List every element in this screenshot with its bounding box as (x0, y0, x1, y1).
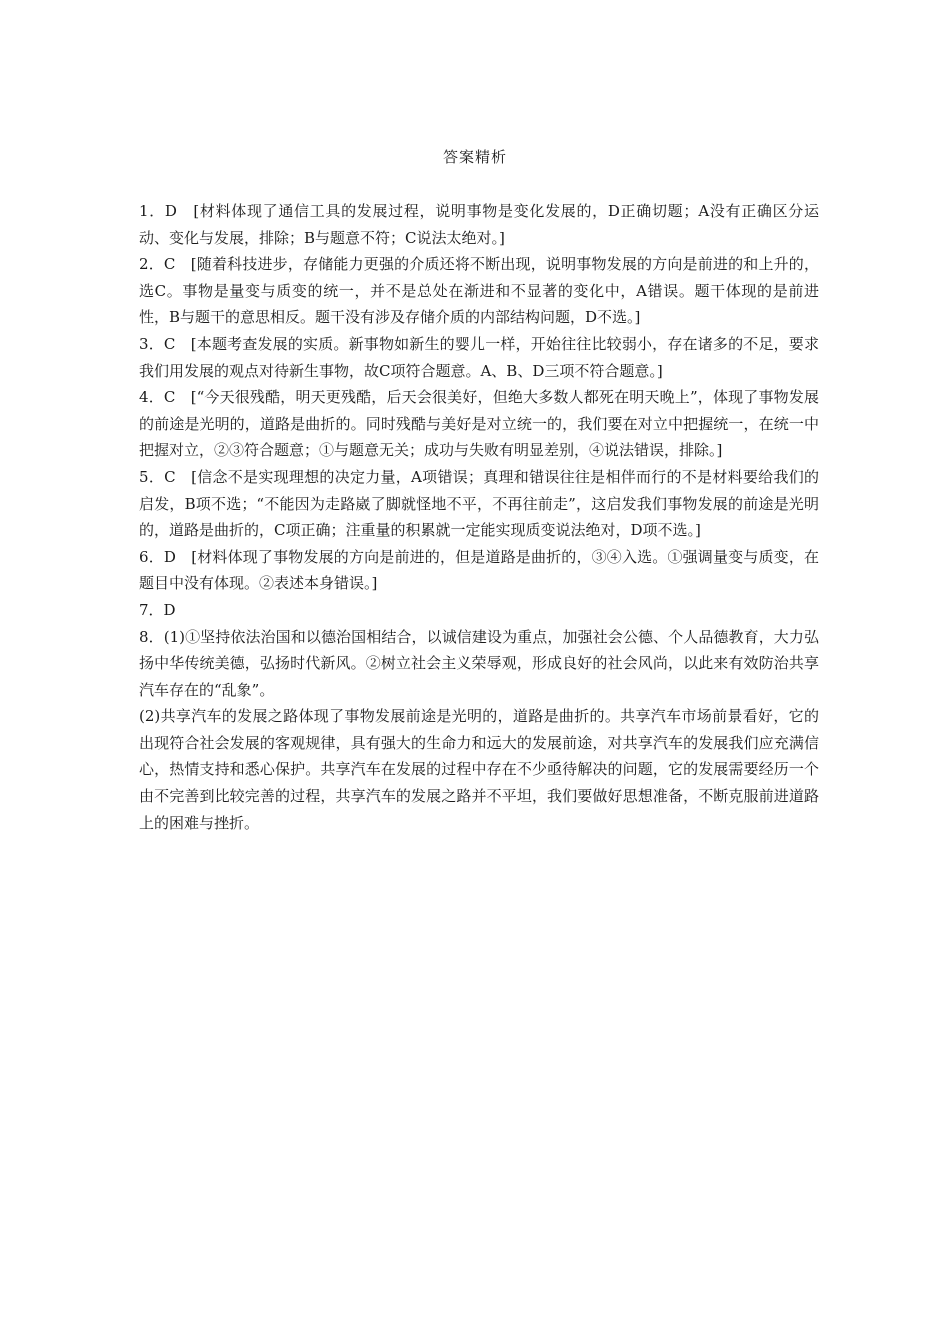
answer-1: 1．D [材料体现了通信工具的发展过程，说明事物是变化发展的，D正确切题；A没有正确区分运动、变化与发展，排除；B与题意不符；C说法太绝对。] (139, 202, 819, 247)
answer-4: 4．C [“今天很残酷，明天更残酷，后天会很美好，但绝大多数人都死在明天晚上”，体现了事物发展的前途是光明的，道路是曲折的。同时残酷与美好是对立统一的，我们要在对立中把握统一，在统一中把握对立，②③符合题意；①与题意无关；成功与失败有明显差别，④说法错误，排除。] (139, 388, 819, 460)
answer-2: 2．C [随着科技进步，存储能力更强的介质还将不断出现，说明事物发展的方向是前进的和上升的，选C。事物是量变与质变的统一，并不是总处在渐进和不显著的变化中，A错误。题干体现的是前进性，B与题干的意思相反。题干没有涉及存储介质的内部结构问题，D不选。] (139, 255, 819, 327)
page-title: 答案精析 (442, 148, 507, 166)
answer-8-part-1: 8．(1)①坚持依法治国和以德治国相结合，以诚信建设为重点，加强社会公德、个人品德教育，大力弘扬中华传统美德，弘扬时代新风。②树立社会主义荣辱观，形成良好的社会风尚，以此来有效防治共享汽车存在的“乱象”。 (139, 627, 819, 699)
answer-8-part-2: (2)共享汽车的发展之路体现了事物发展前途是光明的，道路是曲折的。共享汽车市场前景看好，它的出现符合社会发展的客观规律，具有强大的生命力和远大的发展前途，对共享汽车的发展我们应充满信心，热情支持和悉心保护。共享汽车在发展的过程中存在不少亟待解决的问题，它的发展需要经历一个由不完善到比较完善的过程，共享汽车的发展之路并不平坦，我们要做好思想准备，不断克服前进道路上的困难与挫折。 (139, 707, 819, 832)
answer-list (139, 198, 819, 836)
answer-3: 3．C [本题考查发展的实质。新事物如新生的婴儿一样，开始往往比较弱小，存在诸多的不足，要求我们用发展的观点对待新生事物，故C项符合题意。A、B、D三项不符合题意。] (139, 334, 819, 380)
answer-6: 6．D [材料体现了事物发展的方向是前进的，但是道路是曲折的，③④入选。①强调量变与质变，在题目中没有体现。②表述本身错误。] (139, 547, 819, 593)
answer-7: 7．D (139, 600, 176, 619)
answer-5: 5．C [信念不是实现理想的决定力量，A项错误；真理和错误往往是相伴而行的不是材料要给我们的启发，B项不选；“不能因为走路崴了脚就怪地不平，不再往前走”，这启发我们事物发展的前途是光明的，道路是曲折的，C项正确；注重量的积累就一定能实现质变说法绝对，D项不选。] (139, 467, 819, 540)
